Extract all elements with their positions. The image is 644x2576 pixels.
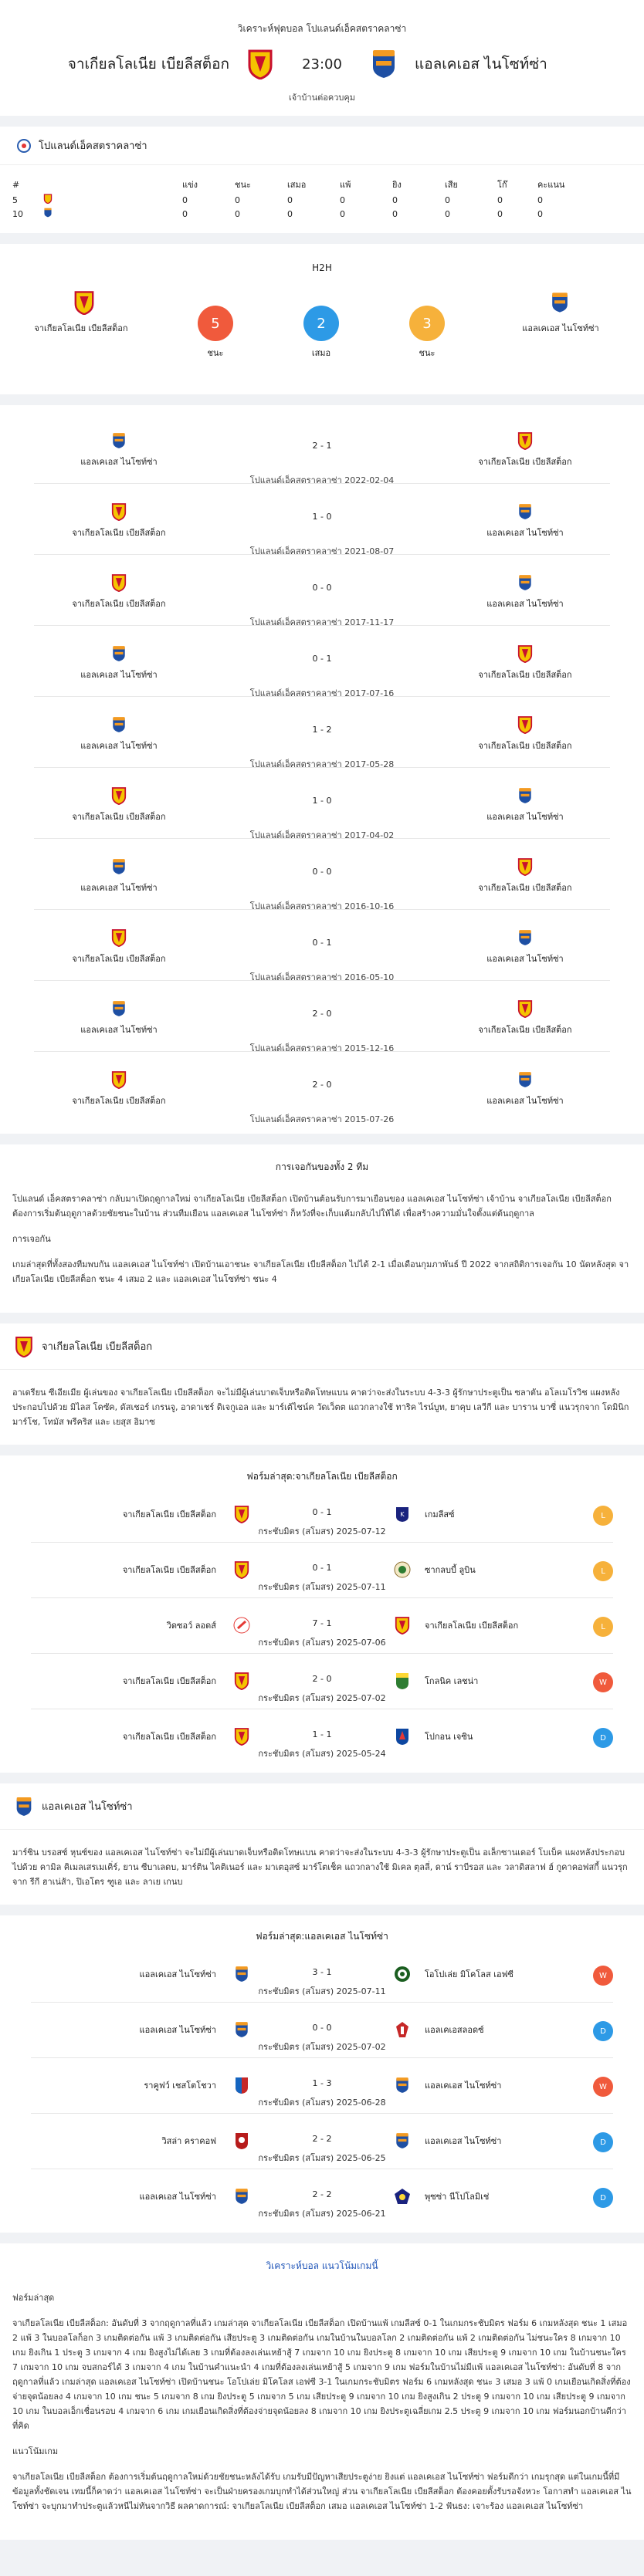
match-away-name: แอลเคเอส ไนโซท์ซ่า: [486, 812, 564, 822]
match-home-name: จาเกียลโลเนีย เบียลีสต็อก: [72, 954, 166, 964]
val: 0: [497, 208, 503, 219]
match-competition: โปแลนด์เอ็คสตราคลาซ่า 2022-02-04: [249, 475, 395, 485]
form-competition: กระชับมิตร (สโมสร) 2025-05-24: [258, 1749, 386, 1759]
away-team-logo[interactable]: [368, 49, 399, 79]
match-home-name: จาเกียลโลเนีย เบียลีสต็อก: [72, 812, 166, 822]
match-score: 1 - 0: [312, 512, 332, 522]
col-gf: ยิง: [392, 180, 402, 190]
h2h-match-row[interactable]: [34, 910, 610, 981]
h2h-home-wins: 5: [198, 306, 233, 341]
form-away-team[interactable]: โอโปเล่ย มิโคโลส เอฟซี: [425, 1969, 514, 1979]
away-team-logo: [14, 1795, 34, 1818]
away-logo-icon: [394, 1504, 411, 1524]
form-row[interactable]: [31, 2114, 613, 2169]
form-home-team[interactable]: แอลเคเอส ไนโซท์ซ่า: [139, 2192, 216, 2202]
match-home-name: จาเกียลโลเนีย เบียลีสต็อก: [72, 1096, 166, 1106]
match-score: 1 - 2: [312, 725, 332, 735]
val: 0: [537, 208, 543, 219]
val: 0: [287, 208, 293, 219]
match-score: 0 - 1: [312, 654, 332, 664]
home-logo-icon: [233, 1964, 250, 1984]
pos: 10: [12, 208, 23, 219]
team-logo-icon: [517, 573, 533, 592]
val: 0: [445, 194, 450, 205]
away-logo-icon: [394, 1726, 411, 1746]
result-badge: W: [593, 1966, 613, 1986]
col-pos: #: [12, 179, 20, 190]
result-badge: D: [593, 2132, 613, 2152]
col-played: แข่ง: [182, 180, 198, 190]
match-away[interactable]: [463, 502, 587, 539]
val: 0: [445, 208, 450, 219]
match-away-name: แอลเคเอส ไนโซท์ซ่า: [486, 528, 564, 538]
form-row[interactable]: [31, 1487, 613, 1543]
team-logo-icon: [517, 644, 533, 663]
form-score: 2 - 2: [312, 2189, 332, 2199]
h2h-match-row[interactable]: [34, 626, 610, 697]
form-away-team[interactable]: แอลเคเอสลอดซ์: [425, 2025, 484, 2035]
form-score: 2 - 0: [312, 1674, 332, 1684]
away-form-title: ฟอร์มล่าสุด:แอลเคเอส ไนโซท์ซ่า: [256, 1931, 388, 1942]
val: 0: [392, 208, 398, 219]
home-team-name[interactable]: จาเกียลโลเนีย เบียลีสต็อก: [67, 56, 229, 73]
form-home-team[interactable]: แอลเคเอส ไนโซท์ซ่า: [139, 1969, 216, 1979]
team-logo-icon: [517, 715, 533, 734]
away-logo-icon: [394, 2186, 411, 2206]
meeting-paragraph: เกมล่าสุดที่ทั้งสองทีมพบกัน แอลเคเอส ไนโซท์ซ่า เปิดบ้านเอาชนะ จาเกียลโลเนีย เบียลีสต็อก ไปได้ 2-1 เมื่อเดือนกุมภาพันธ์ ปี 2022 จากสถิติการเจอกัน 10 นัดหลังสุด จาเกียลโลเนีย เบียลีสต็อก ชนะ 4 เสมอ 2 และ แอลเคเอส ไนโซท์ซ่า ชนะ 4: [12, 1259, 629, 1284]
match-score: 2 - 0: [312, 1009, 332, 1019]
match-away[interactable]: [463, 928, 587, 965]
away-team-heading: [0, 1783, 644, 1830]
form-competition: กระชับมิตร (สโมสร) 2025-06-25: [258, 2153, 386, 2163]
match-score: 1 - 0: [312, 796, 332, 806]
team-logo-icon: [517, 786, 533, 805]
match-competition: โปแลนด์เอ็คสตราคลาซ่า 2021-08-07: [249, 546, 395, 556]
val: 0: [497, 194, 503, 205]
away-logo-icon: [394, 1964, 411, 1984]
match-score: 0 - 1: [312, 938, 332, 948]
form-score: 3 - 1: [312, 1967, 332, 1977]
team-logo-icon: [517, 928, 533, 947]
h2h-away-logo: [550, 292, 573, 315]
form-score: 0 - 1: [312, 1507, 332, 1517]
col-lost: แพ้: [340, 180, 351, 190]
match-home-name: แอลเคเอส ไนโซท์ซ่า: [80, 741, 158, 751]
prediction-subheading: ฟอร์มล่าสุด: [12, 2293, 55, 2303]
val: 0: [182, 194, 188, 205]
away-logo-icon: [394, 1671, 411, 1691]
form-competition: กระชับมิตร (สโมสร) 2025-07-11: [258, 1986, 386, 1996]
team-logo-icon: [517, 502, 533, 521]
match-competition: โปแลนด์เอ็คสตราคลาซ่า 2017-07-16: [249, 688, 395, 698]
form-row[interactable]: [31, 1598, 613, 1654]
team-logo: [43, 193, 182, 207]
home-logo-icon: [233, 1504, 250, 1524]
prediction-section: [0, 2243, 644, 2540]
match-home-name: จาเกียลโลเนีย เบียลีสต็อก: [72, 599, 166, 609]
form-score: 2 - 2: [312, 2134, 332, 2144]
match-score: 2 - 0: [312, 1080, 332, 1090]
away-logo-icon: [394, 1560, 411, 1580]
match-away[interactable]: [463, 999, 587, 1036]
match-score: 0 - 0: [312, 867, 332, 877]
h2h-draws-label: เสมอ: [311, 348, 331, 358]
form-score: 7 - 1: [312, 1618, 332, 1628]
home-team-title[interactable]: จาเกียลโลเนีย เบียลีสต็อก: [42, 1341, 153, 1353]
result-badge: W: [593, 2077, 613, 2097]
form-away-team[interactable]: โกลนิค เลชน่า: [425, 1676, 479, 1686]
form-home-team[interactable]: จาเกียลโลเนีย เบียลีสต็อก: [122, 1509, 216, 1520]
meeting-subheading: การเจอกัน: [12, 1234, 51, 1244]
meeting-section: [0, 1144, 644, 1313]
kickoff-time: 23:00: [302, 56, 342, 73]
prediction-paragraph: จาเกียลโลเนีย เบียลีสต็อก ต้องการเริ่มต้นฤดูกาลใหม่ด้วยชัยชนะหลังได้รับ เกมรับมีปัญหาเสียประตูง่าย ยิงแต่ แอลเคเอส ไนโซท์ซ่า ฟอร์มดีกว่า เกมรุกสุด แต่ในเกมนี้ที่มีข้อมูลทั้งชัดเจน เทมนี้ก็คาดว่า แอลเคเอส ไนโซท์ซ่า จะเป็นฝ่ายครองเกมบุกทำได้ส่วนใหญ่ ส่วน จาเกียลโลเนีย เบียลีสต็อก ต้องคอยตั้งรับรอจังหวะ โอกาสทำ แอลเคเอส ไนโซท์ซ่า จะบุกมาทำประตูแล้วหนีไม่ทันจากวิธี ผลคาดการณ์: จาเกียลโลเนีย เบียลีสต็อก เสมอ แอลเคเอส ไนโซท์ซ่า 1-2 ฟันธง: เจาะร้อง แอลเคเอส ไนโซท์ซ่า: [12, 2472, 632, 2511]
val: 0: [340, 194, 345, 205]
prediction-title: วิเคราะห์บอล แนวโน้มเกมนี้: [266, 2260, 378, 2271]
team-logo-icon: [517, 431, 533, 450]
form-competition: กระชับมิตร (สโมสร) 2025-07-11: [258, 1582, 386, 1592]
home-team-logo[interactable]: [245, 49, 276, 79]
form-competition: กระชับมิตร (สโมสร) 2025-07-02: [258, 2042, 386, 2052]
result-badge: D: [593, 2021, 613, 2041]
match-away[interactable]: [463, 644, 587, 681]
h2h-title: H2H: [312, 262, 332, 273]
match-competition: โปแลนด์เอ็คสตราคลาซ่า 2017-11-17: [249, 617, 395, 627]
match-away-name: แอลเคเอส ไนโซท์ซ่า: [486, 599, 564, 609]
away-team-desc: มาร์ซิน บรอสซ์ หุนซ์ของ แอลเคเอส ไนโซท์ซ่า จะไม่มีผู้เล่นบาดเจ็บหรือติดโทษแบน คาดว่าจะส่งในระบบ 4-3-3 ผู้รักษาประตูเป็น อเล็กซานเดอร์ โบเบ็ค แผงหลังประกอบไปด้วย คามิล คิเมลเสรเมเคิ่ร์, ยาน ซีบาเลดบ, มาร์ติน ไคติเนอร์ และ มาเตอุสซ์ มาร์โตเช็ค แถวกลางใช้ มิเคล ตุลลี่, ดาน์ ราบีรอส และ วลาดิสลาฟ ฮ์ กูคาคอฟสกี้ แนวรุกจาก รีกี ฮาเน่ส้า, ปิเอโตร ฑูเอ และ ลาเย เกนบ: [12, 1847, 628, 1887]
pos: 5: [12, 194, 18, 205]
h2h-match-row[interactable]: [34, 839, 610, 910]
standings-header-row: [12, 176, 632, 193]
form-row[interactable]: [31, 1654, 613, 1709]
h2h-summary: [0, 244, 644, 394]
val: 0: [340, 208, 345, 219]
home-team-logo: [14, 1335, 34, 1358]
match-home-name: แอลเคเอส ไนโซท์ซ่า: [80, 457, 158, 467]
h2h-match-row[interactable]: [34, 413, 610, 484]
val: 0: [235, 208, 240, 219]
match-home-name: จาเกียลโลเนีย เบียลีสต็อก: [72, 528, 166, 538]
away-team-section: [0, 1783, 644, 1905]
prediction-subheading: แนวโน้มเกม: [12, 2446, 59, 2456]
match-away-name: จาเกียลโลเนีย เบียลีสต็อก: [478, 1025, 572, 1035]
table-row[interactable]: [12, 207, 632, 221]
h2h-match-list: [0, 405, 644, 1134]
form-competition: กระชับมิตร (สโมสร) 2025-06-28: [258, 2098, 386, 2108]
h2h-home-name[interactable]: จาเกียลโลเนีย เบียลีสต็อก: [34, 323, 128, 333]
home-logo-icon: [233, 2186, 250, 2206]
form-home-team[interactable]: วิดซอว์ ลอดส์: [166, 1621, 216, 1631]
match-home-name: แอลเคเอส ไนโซท์ซ่า: [80, 670, 158, 680]
team-logo-icon: [517, 857, 533, 876]
form-away-team[interactable]: โปกอน เจซิน: [425, 1732, 473, 1742]
home-team-desc: อาเดรียน ซีเอียเมีย ผู้เล่นของ จาเกียลโลเนีย เบียลีสต็อก จะไม่มีผู้เล่นบาดเจ็บหรือติดโทษแบน คาดว่าจะส่งในระบบ 4-3-3 ผู้รักษาประตูเป็น ซลาตัน อโลเมโรวิช แผงหลังประกอบไปด้วย มิไลส โคซัค, ดัสเชอร์ เกรนจู, อาดาเชร์ ดิเจกูเอล และ มาร์เต้ไชน์ค วัดเว็ตต แถวกลางใช้ ทาริค ไรน์บูท, ยาคุบ เลวีกี และ บาราน บาซี่ แนวรุกจาก โดมินิก มาร์โช, โทมัส พรีคริส และ เยสุส อิมาซ: [12, 1388, 629, 1427]
match-away[interactable]: [463, 857, 587, 894]
match-status: เจ้าบ้านต่อควบคุม: [289, 93, 355, 103]
standings-title[interactable]: โปแลนด์เอ็คสตราคลาซ่า: [39, 140, 147, 152]
col-ga: เสีย: [445, 180, 458, 190]
h2h-match-row[interactable]: [34, 981, 610, 1052]
prediction-paragraph: จาเกียลโลเนีย เบียลีสต็อก: อันดับที่ 3 จากฤดูกาลที่แล้ว เกมล่าสุด จาเกียลโลเนีย เบียลีสต็อก เปิดบ้านแพ้ เกมลีสซ์ 0-1 ในเกมกระชับมิตร ฟอร์ม 6 เกมหลังสุด ชนะ 1 เสมอ 2 แพ้ 3 ในบอลโลก็อก 3 เกมติดต่อกัน แพ้ 3 เกมติดต่อกัน เสียประตู 3 เกมติดต่อกัน เกมในบ้านในบอลโลก 2 เกมติดต่อกัน แพ้ 2 เกมติดต่อกัน ไม่ชนะใคร 8 เกมจาก 10 เกม ยิงเกิน 1 ประตู 3 เกมจาก 4 เกม ยิงสูงไม่ได้เลย 3 เกมที่ต้องลงเล่นเหย้าสู้ 7 เกมจาก 10 เกม ยิงประตู 8 เกมจาก 10 เกม เสียประตู 9 เกมจาก 10 เกม ในบ้านชนะใคร 7 เกมจาก 10 เกม จบสกอร์ได้ 3 เกมจาก 4 เกม ในบ้านคำแนะนำ 4 เกมที่ต้องลงเล่นเหย้าสู้ 5 เกมจาก 9 เกม ฟอร์มในบ้านไม่มีแพ้ แอลเคเอส ไนโซท์ซ่า: อันดับที่ 8 จากฤดูกาลที่แล้ว เกมล่าสุด แอลเคเอส ไนโซท์ซ่า เปิดบ้านชนะ โอโปเล่ย มิโคโลส เอฟซี 3-1 ในเกมกระชับมิตร ฟอร์ม 6 เกมหลังสุด ชนะ 3 เสมอ 3 แพ้ 0 เกมเยือนเกิดสิ่งที่ต้องจ่ายจุดน้อยลง 4 เกมจาก 10 เกม ชนะ 5 เกมจาก 8 เกม ยิงประตู 5 เกมจาก 5 เกม เสียประตู 9 เกมจาก 10 เกม ยิงสูงเกิน 2 ประตู 9 เกมจาก 10 เกม เสียประตู 9 เกมจาก 10 เกม ในบอลเอ็กเชื่อนรอบ 4 เกมจาก 6 เกม เกมเยือนเกิดสิ่งที่ต้องจ่ายจุดน้อยลง 8 เกมจาก 10 เกม ยิงประตูเฉลี่ยเกม 2.5 ประตู 9 เกมจาก 10 เกม ฟอร์มนอกบ้านดีกว่าที่คิด: [12, 2318, 631, 2431]
h2h-match-row[interactable]: [34, 484, 610, 555]
match-home-name: แอลเคเอส ไนโซท์ซ่า: [80, 1025, 158, 1035]
match-competition: โปแลนด์เอ็คสตราคลาซ่า 2016-05-10: [249, 972, 395, 982]
league-icon: [15, 137, 32, 154]
home-team-heading: [0, 1323, 644, 1370]
home-logo-icon: [233, 1671, 250, 1691]
away-logo-icon: [394, 2075, 411, 2095]
form-row[interactable]: [31, 2003, 613, 2058]
match-competition: โปแลนด์เอ็คสตราคลาซ่า 2017-04-02: [249, 830, 395, 840]
match-header: [0, 0, 644, 116]
val: 0: [537, 194, 543, 205]
form-away-team[interactable]: จาเกียลโลเนีย เบียลีสต็อก: [425, 1621, 519, 1631]
team-logo: [43, 207, 182, 221]
match-away[interactable]: [463, 715, 587, 752]
home-form-title: ฟอร์มล่าสุด:จาเกียลโลเนีย เบียลีสต็อก: [246, 1471, 398, 1482]
result-badge: D: [593, 2188, 613, 2208]
home-form-section: [0, 1455, 644, 1773]
val: 0: [235, 194, 240, 205]
form-row[interactable]: [31, 1543, 613, 1598]
form-row[interactable]: [31, 1709, 613, 1765]
form-away-team[interactable]: พุซซ่า นีโปโลมิเช่: [425, 2192, 490, 2202]
away-logo-icon: [394, 2131, 411, 2151]
match-competition: โปแลนด์เอ็คสตราคลาซ่า 2015-07-26: [249, 1114, 395, 1124]
h2h-away-wins-label: ชนะ: [419, 348, 436, 358]
home-team-section: [0, 1323, 644, 1445]
col-team: [43, 176, 182, 193]
form-row[interactable]: [31, 2058, 613, 2114]
match-away-name: จาเกียลโลเนีย เบียลีสต็อก: [478, 741, 572, 751]
h2h-draws: 2: [303, 306, 339, 341]
val: 0: [182, 208, 188, 219]
home-logo-icon: [233, 2131, 250, 2151]
home-logo-icon: [233, 1615, 250, 1635]
standings-header: [0, 127, 644, 165]
form-home-team[interactable]: แอลเคเอส ไนโซท์ซ่า: [139, 2025, 216, 2035]
match-away-name: จาเกียลโลเนีย เบียลีสต็อก: [478, 457, 572, 467]
col-won: ชนะ: [235, 180, 251, 190]
away-logo-icon: [394, 1615, 411, 1635]
h2h-match-row[interactable]: [34, 697, 610, 768]
h2h-away-wins: 3: [409, 306, 445, 341]
form-score: 1 - 3: [312, 2078, 332, 2088]
form-competition: กระชับมิตร (สโมสร) 2025-07-06: [258, 1638, 386, 1648]
col-gd: โก๊: [497, 180, 507, 190]
h2h-match-row[interactable]: [34, 768, 610, 839]
match-home-name: แอลเคเอส ไนโซท์ซ่า: [80, 883, 158, 893]
match-away-name: แอลเคเอส ไนโซท์ซ่า: [486, 1096, 564, 1106]
result-badge: W: [593, 1672, 613, 1692]
result-badge: D: [593, 1728, 613, 1748]
form-away-team[interactable]: แอลเคเอส ไนโซท์ซ่า: [425, 2081, 502, 2091]
form-row[interactable]: [31, 1947, 613, 2003]
svg-text:K: K: [400, 1511, 405, 1518]
away-form-section: [0, 1915, 644, 2233]
away-logo-icon: [394, 2020, 411, 2040]
form-row[interactable]: [31, 2169, 613, 2225]
form-competition: กระชับมิตร (สโมสร) 2025-06-21: [258, 2209, 386, 2219]
form-competition: กระชับมิตร (สโมสร) 2025-07-02: [258, 1693, 386, 1703]
breadcrumb[interactable]: วิเคราะห์ฟุตบอล โปแลนด์เอ็คสตราคลาซ่า: [237, 23, 407, 34]
form-home-team[interactable]: จาเกียลโลเนีย เบียลีสต็อก: [122, 1732, 216, 1742]
match-away[interactable]: [463, 1070, 587, 1107]
result-badge: L: [593, 1561, 613, 1581]
away-team-title[interactable]: แอลเคเอส ไนโซท์ซ่า: [42, 1801, 133, 1813]
table-row[interactable]: [12, 193, 632, 207]
team-logo-icon: [517, 999, 533, 1018]
match-competition: โปแลนด์เอ็คสตราคลาซ่า 2016-10-16: [249, 901, 395, 911]
col-drawn: เสมอ: [287, 180, 307, 190]
match-away[interactable]: [463, 431, 587, 468]
form-home-team[interactable]: วิสล่า คราคอฟ: [161, 2136, 216, 2146]
standings-card: [0, 127, 644, 233]
h2h-away-name[interactable]: แอลเคเอส ไนโซท์ซ่า: [522, 323, 599, 333]
meeting-paragraph: โปแลนด์ เอ็คสตราคลาซ่า กลับมาเปิดฤดูกาลใหม่ จาเกียลโลเนีย เบียลีสต็อก เปิดบ้านต้อนรับการมาเยือนของ แอลเคเอส ไนโซท์ซ่า เจ้าบ้าน จาเกียลโลเนีย เบียลีสต็อก ต้องการเริ่มต้นฤดูกาลด้วยชัยชนะในบ้าน ส่วนทีมเยือน แอลเคเอส ไนโซท์ซ่า ก็หวังที่จะเก็บแต้มกลับไปให้ได้ เพื่อสร้างความมั่นใจตั้งแต่ต้นฤดูกาล: [12, 1194, 612, 1219]
home-logo-icon: [233, 1726, 250, 1746]
form-score: 0 - 0: [312, 2023, 332, 2033]
match-away-name: จาเกียลโลเนีย เบียลีสต็อก: [478, 670, 572, 680]
h2h-home-logo: [73, 290, 100, 316]
match-away[interactable]: [463, 573, 587, 610]
match-away-name: แอลเคเอส ไนโซท์ซ่า: [486, 954, 564, 964]
form-away-team[interactable]: เกมลีสซ์: [425, 1509, 455, 1520]
match-competition: โปแลนด์เอ็คสตราคลาซ่า 2017-05-28: [249, 759, 395, 769]
result-badge: L: [593, 1506, 613, 1526]
away-team-name[interactable]: แอลเคเอส ไนโซท์ซ่า: [415, 56, 547, 73]
form-home-team[interactable]: จาเกียลโลเนีย เบียลีสต็อก: [122, 1676, 216, 1686]
match-away-name: จาเกียลโลเนีย เบียลีสต็อก: [478, 883, 572, 893]
form-home-team[interactable]: ราคูฟว์ เชสโตโชวา: [144, 2081, 216, 2091]
team-logo-icon: [517, 1070, 533, 1089]
match-score: 2 - 1: [312, 441, 332, 451]
match-away[interactable]: [463, 786, 587, 823]
home-logo-icon: [233, 2075, 250, 2095]
form-home-team[interactable]: จาเกียลโลเนีย เบียลีสต็อก: [122, 1565, 216, 1575]
home-logo-icon: [233, 1560, 250, 1580]
col-pts: คะแนน: [537, 180, 565, 190]
form-away-team[interactable]: ซากลบบี้ ลูบิน: [425, 1565, 476, 1575]
form-competition: กระชับมิตร (สโมสร) 2025-07-12: [258, 1526, 386, 1536]
val: 0: [392, 194, 398, 205]
h2h-match-row[interactable]: [34, 1052, 610, 1123]
form-score: 0 - 1: [312, 1563, 332, 1573]
form-score: 1 - 1: [312, 1729, 332, 1739]
meeting-title: การเจอกันของทั้ง 2 ทีม: [275, 1161, 369, 1172]
h2h-match-row[interactable]: [34, 555, 610, 626]
home-logo-icon: [233, 2020, 250, 2040]
match-score: 0 - 0: [312, 583, 332, 593]
match-competition: โปแลนด์เอ็คสตราคลาซ่า 2015-12-16: [249, 1043, 395, 1053]
h2h-home-wins-label: ชนะ: [207, 348, 224, 358]
standings-table: [0, 165, 644, 233]
val: 0: [287, 194, 293, 205]
result-badge: L: [593, 1617, 613, 1637]
form-away-team[interactable]: แอลเคเอส ไนโซท์ซ่า: [425, 2136, 502, 2146]
